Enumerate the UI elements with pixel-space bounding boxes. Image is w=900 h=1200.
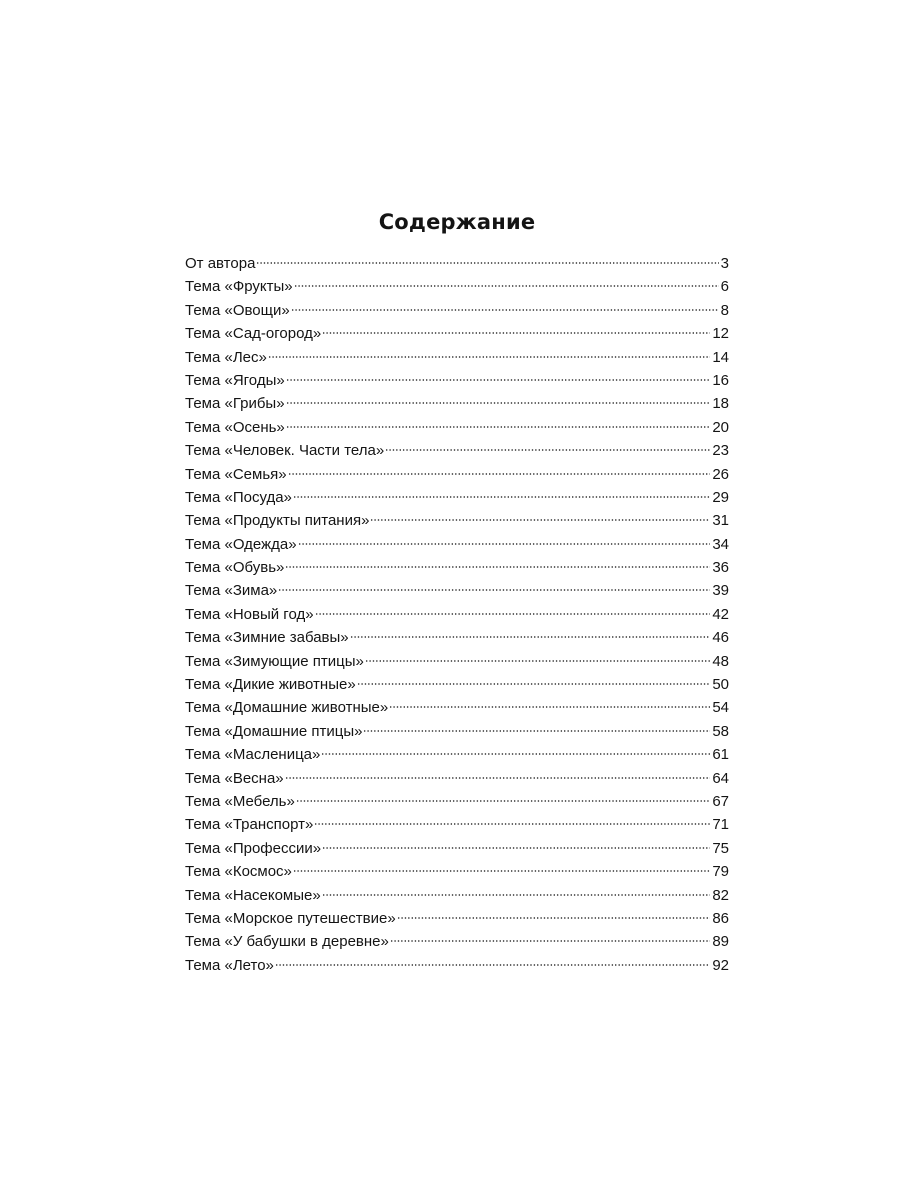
toc-entry-label: Тема «Зима» <box>185 582 278 600</box>
dot-leader <box>365 660 710 662</box>
toc-entry-page-number: 26 <box>712 465 729 483</box>
toc-entry-label: Тема «Космос» <box>185 863 292 881</box>
toc-entry <box>185 884 729 907</box>
toc-entry-label: Тема «Весна» <box>185 769 284 787</box>
dot-leader <box>286 426 711 428</box>
dot-leader <box>291 309 719 311</box>
toc-entry <box>185 696 729 719</box>
toc-entry <box>185 860 729 883</box>
toc-entry-page-number: 79 <box>712 863 729 881</box>
toc-entry-page-number: 89 <box>712 933 729 951</box>
toc-entry <box>185 603 729 626</box>
toc-entry <box>185 486 729 509</box>
dot-leader <box>385 449 710 451</box>
toc-entry <box>185 556 729 579</box>
toc-entry <box>185 767 729 790</box>
toc-entry <box>185 954 729 977</box>
toc-entry-label: Тема «Транспорт» <box>185 816 314 834</box>
dot-leader <box>363 730 710 732</box>
toc-entry-page-number: 54 <box>712 699 729 717</box>
toc-entry-page-number: 86 <box>712 909 729 927</box>
toc-entry-label: Тема «Грибы» <box>185 395 285 413</box>
dot-leader <box>296 800 710 802</box>
toc-entry <box>185 626 729 649</box>
toc-entry-label: Тема «Домашние птицы» <box>185 722 363 740</box>
toc-entry <box>185 275 729 298</box>
toc-entry <box>185 392 729 415</box>
toc-entry-page-number: 8 <box>720 301 729 319</box>
toc-entry-label: Тема «У бабушки в деревне» <box>185 933 389 951</box>
toc-entry <box>185 346 729 369</box>
toc-entry-label: Тема «Фрукты» <box>185 278 293 296</box>
toc-entry-label: Тема «Морское путешествие» <box>185 909 396 927</box>
toc-entry-label: Тема «Обувь» <box>185 559 285 577</box>
toc-entry <box>185 907 729 930</box>
toc-entry-label: Тема «Семья» <box>185 465 287 483</box>
toc-entry-label: Тема «Посуда» <box>185 488 292 506</box>
toc-entry <box>185 369 729 392</box>
page-title: Содержание <box>378 210 536 234</box>
toc-entry-page-number: 3 <box>720 255 729 272</box>
toc-entry-page-number: 39 <box>712 582 729 600</box>
toc-entry <box>185 650 729 673</box>
toc-entry-label: Тема «Ягоды» <box>185 371 285 389</box>
dot-leader <box>268 356 710 358</box>
toc-entry-page-number: 31 <box>712 512 729 530</box>
toc-entry-page-number: 29 <box>712 488 729 506</box>
toc-entry <box>185 252 729 275</box>
toc-entry-label: Тема «Мебель» <box>185 792 295 810</box>
toc-entry-label: Тема «Осень» <box>185 418 285 436</box>
dot-leader <box>293 870 710 872</box>
toc-entry-page-number: 48 <box>712 652 729 670</box>
toc-entry-page-number: 42 <box>712 605 729 623</box>
toc-entry-page-number: 18 <box>712 395 729 413</box>
dot-leader <box>357 683 711 685</box>
toc-entry-label: Тема «Сад-огород» <box>185 325 322 343</box>
toc-entry-page-number: 12 <box>712 325 729 343</box>
toc-entry-page-number: 14 <box>712 348 729 366</box>
dot-leader <box>350 636 711 638</box>
toc-entry <box>185 790 729 813</box>
dot-leader <box>321 753 710 755</box>
toc-entry <box>185 720 729 743</box>
toc-entry-page-number: 75 <box>712 839 729 857</box>
toc-entry-page-number: 23 <box>712 442 729 460</box>
toc-entry <box>185 533 729 556</box>
toc-entry-label: Тема «Одежда» <box>185 535 297 553</box>
toc-entry-label: Тема «Лес» <box>185 348 267 366</box>
toc-entry-label: Тема «Человек. Части тела» <box>185 442 385 460</box>
dot-leader <box>390 940 710 942</box>
dot-leader <box>278 589 710 591</box>
dot-leader <box>294 285 719 287</box>
toc-entry-label: От автора <box>185 255 256 272</box>
toc-entry-label: Тема «Домашние животные» <box>185 699 389 717</box>
toc-entry-label: Тема «Зимующие птицы» <box>185 652 364 670</box>
dot-leader <box>322 332 710 334</box>
toc-entry <box>185 579 729 602</box>
toc-entry-page-number: 58 <box>712 722 729 740</box>
toc-entry-page-number: 67 <box>712 792 729 810</box>
dot-leader <box>285 566 710 568</box>
dot-leader <box>288 473 711 475</box>
dot-leader <box>256 262 718 264</box>
toc-entry-page-number: 50 <box>712 676 729 694</box>
dot-leader <box>286 402 711 404</box>
toc-entry-page-number: 92 <box>712 956 729 974</box>
toc-entry-label: Тема «Насекомые» <box>185 886 321 904</box>
toc-entry <box>185 673 729 696</box>
toc-entry-page-number: 20 <box>712 418 729 436</box>
toc-entry <box>185 299 729 322</box>
toc-entry-label: Тема «Масленица» <box>185 746 321 764</box>
dot-leader <box>293 496 710 498</box>
toc-entry-label: Тема «Продукты питания» <box>185 512 370 530</box>
toc-entry-label: Тема «Лето» <box>185 956 274 974</box>
toc-entry-label: Тема «Новый год» <box>185 605 314 623</box>
dot-leader <box>322 894 711 896</box>
dot-leader <box>275 964 710 966</box>
toc-entry <box>185 743 729 766</box>
toc-entry <box>185 322 729 345</box>
toc-entry <box>185 813 729 836</box>
dot-leader <box>315 613 711 615</box>
toc-entry-label: Тема «Зимние забавы» <box>185 629 349 647</box>
dot-leader <box>322 847 710 849</box>
toc-entry <box>185 439 729 462</box>
dot-leader <box>298 543 711 545</box>
dot-leader <box>286 379 711 381</box>
toc-entry <box>185 509 729 532</box>
toc-entry-page-number: 34 <box>712 535 729 553</box>
toc-entry <box>185 416 729 439</box>
toc-entry-page-number: 71 <box>712 816 729 834</box>
toc-entry-page-number: 6 <box>720 278 729 296</box>
toc-entry-label: Тема «Профессии» <box>185 839 322 857</box>
toc-entry-page-number: 64 <box>712 769 729 787</box>
toc-entry-page-number: 16 <box>712 371 729 389</box>
dot-leader <box>397 917 711 919</box>
dot-leader <box>389 706 710 708</box>
dot-leader <box>285 777 711 779</box>
toc-entry-label: Тема «Овощи» <box>185 301 290 319</box>
toc-entry <box>185 837 729 860</box>
dot-leader <box>314 823 710 825</box>
toc-entry-page-number: 61 <box>712 746 729 764</box>
table-of-contents <box>185 252 729 977</box>
toc-entry-label: Тема «Дикие животные» <box>185 676 356 694</box>
toc-entry <box>185 463 729 486</box>
toc-entry <box>185 930 729 953</box>
dot-leader <box>370 519 710 521</box>
toc-entry-page-number: 46 <box>712 629 729 647</box>
toc-entry-page-number: 36 <box>712 559 729 577</box>
toc-entry-page-number: 82 <box>712 886 729 904</box>
